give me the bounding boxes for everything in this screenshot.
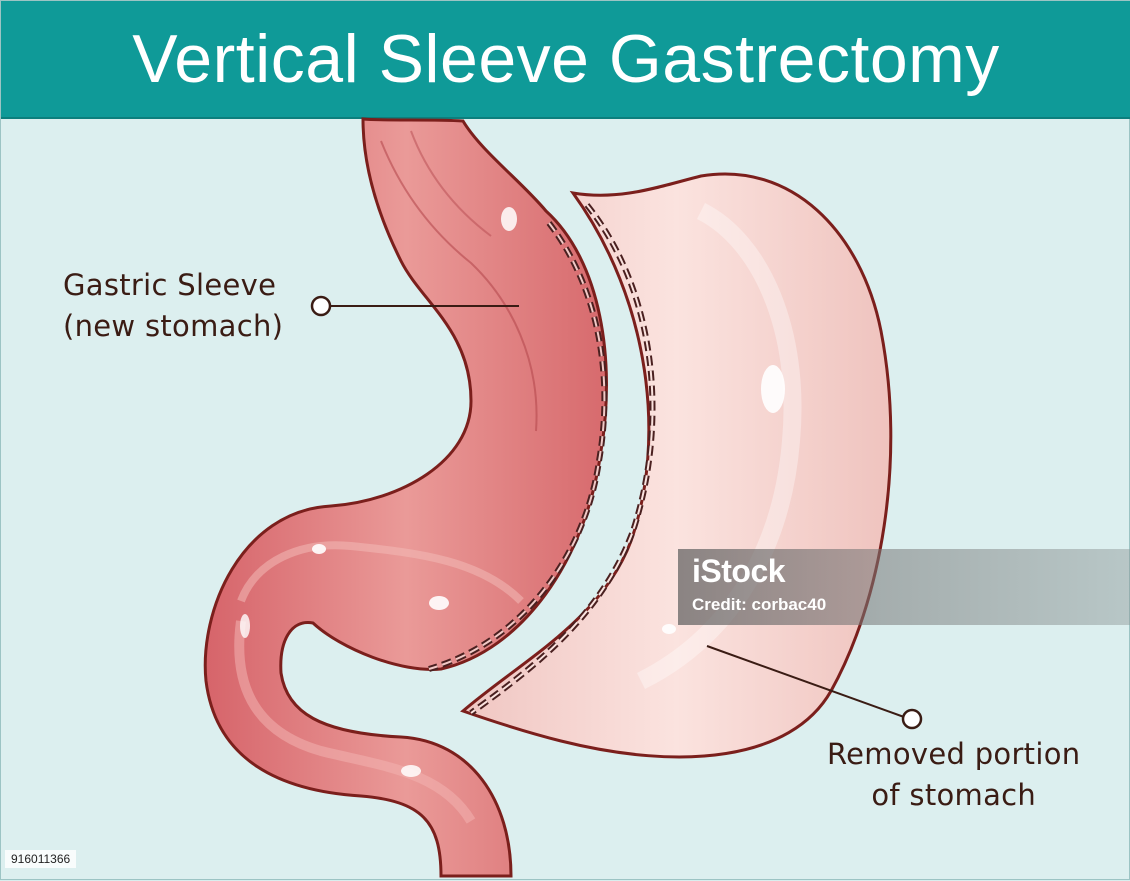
istock-watermark (678, 549, 1130, 625)
page-title: Vertical Sleeve Gastrectomy (132, 21, 1000, 97)
sleeve-highlight (240, 614, 250, 638)
removed-callout-dot (903, 710, 921, 728)
sleeve-highlight (429, 596, 449, 610)
removed-highlight (662, 624, 676, 634)
removed-portion-label (827, 734, 1080, 816)
gastric-sleeve-label (63, 265, 283, 347)
removed-portion-label-line2: of stomach (871, 778, 1037, 812)
sleeve-callout-dot (312, 297, 330, 315)
removed-highlight (761, 365, 785, 413)
sleeve-highlight (501, 207, 517, 231)
removed-portion-label-line1: Removed portion (827, 737, 1081, 771)
gastric-sleeve-label-line2: (new stomach) (63, 309, 284, 343)
image-id-tag: 916011366 (5, 850, 76, 868)
watermark-brand: iStock (692, 553, 786, 589)
gastric-sleeve-label-line1: Gastric Sleeve (63, 268, 277, 302)
watermark-credit: Credit: corbac40 (692, 595, 827, 614)
sleeve-highlight (401, 765, 421, 777)
gastric-sleeve-shape (205, 119, 606, 876)
sleeve-highlight (312, 544, 326, 554)
